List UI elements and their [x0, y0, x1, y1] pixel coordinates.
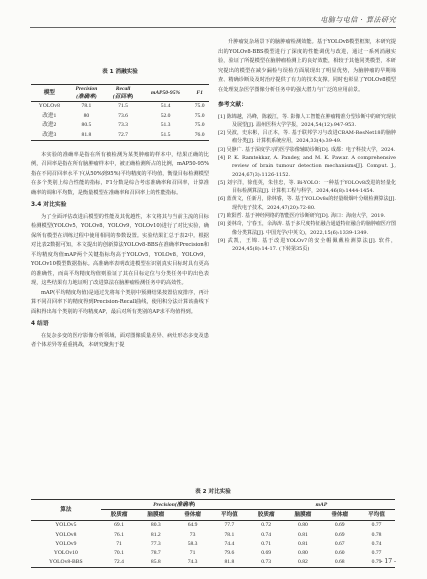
table2-subheader: 脑膜瘤 [147, 511, 165, 518]
table2-row [31, 530, 395, 539]
table1 [31, 84, 209, 141]
table2-cell: 0.80 [298, 522, 308, 529]
table2-cell: 85.8 [150, 559, 161, 566]
table1-row [31, 130, 209, 140]
table2-cell: 0.79 [371, 559, 382, 566]
reference-item: [6] 蓝黄文，任新月，徐林睿，等. 基于YOLOv8s的轻量级烟叶分级检测算法[J]. 现代电子技术，2024,47(20):72-80. [218, 196, 396, 211]
table2-cell: 77.3 [150, 540, 161, 547]
table2-cell: YOLOv5 [55, 522, 77, 529]
table1-cell: 76.0 [194, 131, 205, 138]
reference-item: [1] 陈锦越，冯峰，陈毅江，等. 影像人工智能在肿瘤精准分型诊断中的研究现状及展望[J]. 温州医科大学学报，2024,54(12):947-953. [218, 113, 396, 128]
table2-cell: 0.77 [371, 550, 382, 557]
table2-cell: 64.9 [187, 522, 198, 529]
table2-cell: 81.8 [224, 559, 235, 566]
table2-cell: 0.60 [334, 550, 345, 557]
table2-cell: 0.74 [371, 540, 382, 547]
journal-header: 电脑与电信 · 算法研究 [320, 16, 396, 24]
table1-col-recall: Recall (召回率) [112, 85, 134, 100]
table1-cell: 78.1 [81, 103, 92, 110]
table2-row [31, 539, 395, 548]
table2-cell: 0.71 [261, 540, 272, 547]
reference-item: [7] 欧阳哲. 基于神经网络的智能医疗诊断研究[D]. 海口：海南大学，2019. [218, 213, 386, 220]
right-column [218, 38, 396, 254]
table1-col-model: 模型 [43, 89, 55, 96]
table1-cell: 75.0 [194, 103, 205, 110]
table1-cell: YOLOv8 [38, 103, 60, 110]
table1-row [31, 111, 209, 121]
table2 [31, 499, 395, 568]
table2-subheader: 平均值 [220, 511, 238, 518]
table2-cell: 0.80 [298, 550, 308, 557]
table2-cell: 0.68 [334, 559, 345, 566]
paragraph-metrics: 本实验的准确率是指在所有被检测为某类肿瘤的样本中，结果正确的比例，召回率是指在所有脑肿瘤样本中，被正确检测所占的比例，mAP50-95%指在不同召回率水平下(从50%到95%)平均精度的平均值，衡量目标检测模型在多个类别上综合性能的指标，F1分数是综合考虑准确率和召回率，计算准确率的调和平均数，是衡量模型在准确率和召回率上的性能指标。 [31, 151, 209, 196]
table2-subheader: 脑膜瘤 [294, 511, 312, 518]
table1-cell: 75.0 [194, 122, 205, 129]
paragraph-comparison: 为了全面评估改进后模型的性能及其优越性，本文将其与当前主流的目标检测模型(YOLOv5，YOLOv8，YOLOv9，YOLOv10)进行了对比实验，确保所有模型在训练过程中使用相同的参数设置。实验结果汇总于表2中。根据对比表2数据可知，本文提出的创新算法YOLOv8-BBS在准确率Precision和平均精度均值mAP两个关键指标均高于YOLOv5，YOLOv8，YOLOv9，YOLOv10模型数据指标。高准确率表明改进模型在识别真实目标时具有更高的准确性，而高平均精度均值则验证了其在目标定位与分类任务中的出色表现，这些结果有力地证明了改进算法在脑肿瘤检测任务中的高效性。 [31, 213, 209, 286]
table2-header-row-1 [31, 500, 395, 510]
table2-col-algo: 算法 [60, 506, 72, 513]
table2-cell: YOLOv8-BBS [49, 559, 83, 566]
paragraph-map: mAP(平均精度均值)是通过先将每个类别中预测结果按置信度排序，再计算不同召回率下的精度得到Precision-Recall曲线，使用积分法计算该曲线下面积得出每个类别的平均精度AP，最后对所有类别的AP求平均值得到。 [31, 289, 209, 315]
table1-cell: 81.8 [81, 131, 92, 138]
table2-group-precision: Precision(准确率) [101, 500, 248, 510]
table2-caption: 表 2 对比实验 [195, 489, 231, 495]
table2-cell: 0.67 [334, 540, 345, 547]
table1-cell: 51.3 [160, 122, 171, 129]
table2-cell: 80.3 [150, 522, 161, 529]
table1-col-f1: F1 [196, 89, 203, 96]
table1-cell: 73.3 [118, 122, 128, 129]
table2-cell: 0.81 [298, 531, 308, 538]
table1-caption: 表 1 消融实验 [102, 69, 138, 75]
table2-cell: 58.3 [187, 540, 198, 547]
table2-subheader: 垂体瘤 [331, 511, 349, 518]
table1-row [31, 101, 209, 111]
table2-cell: 0.69 [334, 531, 345, 538]
table2-cell: 0.81 [298, 540, 308, 547]
table2-cell: 0.82 [298, 559, 308, 566]
reference-item: [8] 姜林奇，宁春玉，余海涛. 基于多尺度特征融合通道特征融合的脑肿瘤医疗图像分类算法[J]. 中国光学(中英文)，2022,15(6):1339-1349. [218, 221, 396, 236]
table1-cell: 73.6 [118, 112, 128, 119]
table2-cell: YOLOv8 [55, 531, 77, 538]
table1-cell: 52.0 [160, 112, 171, 119]
table2-subheader: 胶质瘤 [110, 511, 128, 518]
reference-item: [9] 武凯，王锦. 基于改进YOLOv7的安全帽佩戴检测算法[J]. 软件，2024,45(8):14-17. (下转第35页) [218, 237, 396, 253]
table2-cell: 81.2 [150, 531, 161, 538]
table2-subheader: 平均值 [368, 511, 385, 518]
table2-cell: 72.4 [114, 559, 124, 566]
table1-col-precision: Precision (准确率) [75, 85, 98, 100]
table1-cell: 75.0 [194, 112, 205, 119]
table2-cell: 0.78 [371, 531, 382, 538]
table1-cell: 80 [83, 112, 90, 119]
table2-subheader: 胶质瘤 [257, 511, 275, 518]
reference-item: [4] P. K. Ramtekkar, A. Pandey, and M. K. Pawar. A comprehensive review of brain tumour detection mechanisms[J]. Comput. J., 2024,67(3):1126-1152. [218, 154, 396, 178]
reference-list [218, 113, 396, 254]
table2-cell: 73 [189, 531, 196, 538]
table2-cell: 0.77 [371, 522, 382, 529]
table2-cell: YOLOv9 [55, 540, 77, 547]
table2-cell: 74.3 [187, 559, 198, 566]
table2-cell: 76.1 [114, 531, 124, 538]
section-heading-3-4: 3.4 对比实验 [31, 202, 67, 208]
table2-cell: 71 [189, 550, 196, 557]
paragraph-conclusion-cont: 升肿瘤复杂场景下的脑肿瘤检测效能。基于YOLOv8模型框架，本研究提出的YOLOv8-BBS模型进行了深度的性能调优与改进，通过一系列消融实验，验证了所提模型在脑肿瘤检测上的良好效能，相较于其他同类模型，本研究提出的模型在减少漏检与误检方面展现出了明显优势，为脑肿瘤的早期筛查、精确诊断及及时治疗提供了有力的技术支撑。同时也彰显了YOLOv8模型在处理复杂医学图像分析任务中的强大潜力与广泛的应用前景。 [218, 39, 396, 93]
table2-cell: 0.69 [261, 550, 272, 557]
table2-row [31, 520, 395, 530]
table2-subheader: 垂体瘤 [184, 511, 201, 518]
table2-row [31, 548, 395, 557]
table1-cell: 72.7 [118, 131, 128, 138]
table2-cell: 77.7 [224, 522, 235, 529]
table1-cell: 80.5 [81, 122, 92, 129]
header-rule [30, 27, 396, 28]
table1-cell: 改进1 [42, 112, 57, 119]
table2-cell: 0.74 [261, 531, 272, 538]
table2-group-map: mAP [248, 500, 395, 510]
table2-cell: 0.73 [261, 559, 272, 566]
paragraph-conclusion: 在复杂多变的医疗影像分析领域，面对图像质量差异、病灶形态多变及患者个体差异等重重挑战，本研究聚焦于提 [31, 332, 209, 348]
table1-header-row [31, 84, 209, 101]
table2-cell: 78.7 [150, 550, 161, 557]
table1-cell: 71.5 [118, 103, 128, 110]
table2-cell: 0.72 [261, 522, 272, 529]
reference-item: [3] 吴静广. 基于深度学习的医学影像辅助诊断[D]. 成都：电子科技大学，2024. [218, 146, 396, 153]
table2-cell: YOLOv10 [53, 550, 78, 557]
table1-cell: 改进2 [42, 122, 57, 129]
table2-cell: 79.6 [224, 550, 235, 557]
references-heading: 参考文献： [218, 102, 247, 108]
table2-cell: 69.1 [114, 522, 124, 529]
table2-block [31, 487, 395, 568]
table1-cell: 改进3 [42, 131, 57, 138]
table2-row [31, 558, 395, 568]
table1-col-map: mAP50-95% [150, 89, 181, 96]
reference-item: [5] 刘宇洋，徐莲英，朱佳忠，等. Bi-YOLO：一种基于YOLOv8改进的轻量化目标检测算法[J]. 计算机工程与科学，2024,46(8):1444-1454. [218, 179, 396, 195]
table2-cell: 71 [116, 540, 122, 547]
table2-cell: 74.4 [224, 540, 235, 547]
page-number: - 17 - [380, 558, 396, 565]
table1-cell: 51.5 [160, 131, 171, 138]
table1-row [31, 121, 209, 131]
table1-cell: 51.4 [160, 103, 171, 110]
table2-cell: 70.1 [114, 550, 124, 557]
section-heading-conclusion: 4 结语 [31, 321, 49, 327]
table2-cell: 0.69 [334, 522, 345, 529]
left-column [31, 38, 209, 351]
table2-cell: 78.1 [224, 531, 235, 538]
reference-item: [2] 吴波，史东彬，吕正本，等. 基于联邦学习与改进CBAM-ResNet18的脑肿瘤分类[J]. 计算机系统应用，2024,33(4):39-49. [218, 130, 396, 145]
